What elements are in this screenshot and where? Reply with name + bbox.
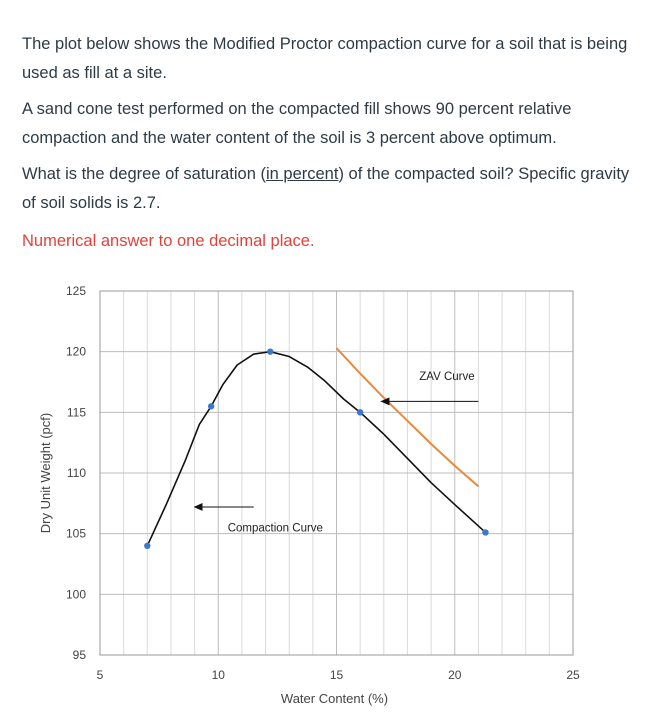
x-tick-label: 5 (96, 668, 104, 682)
y-tick-label: 95 (72, 648, 86, 662)
y-tick-label: 105 (65, 526, 86, 541)
annotation-label: Compaction Curve (227, 522, 323, 535)
x-tick-label: 10 (211, 668, 225, 682)
data-point-marker (357, 409, 363, 415)
grid-lines (100, 291, 573, 655)
y-tick-label: 120 (65, 344, 86, 359)
data-point-marker (482, 529, 488, 535)
data-point-marker (267, 348, 273, 354)
underlined-phrase: in percent (265, 165, 339, 183)
x-tick-label: 20 (448, 668, 462, 682)
y-tick-label: 110 (66, 466, 86, 480)
y-tick-label: 115 (66, 405, 86, 420)
x-tick-labels (97, 668, 580, 682)
x-axis-label: Water Content (%) (280, 691, 389, 706)
question-paragraph-1: The plot below shows the Modified Proctor compaction curve for a soil that is being used as fill at a site. (22, 35, 628, 82)
x-tick-label: 15 (329, 668, 344, 682)
y-tick-label: 100 (65, 587, 86, 602)
question-text-start: What is the degree of saturation ( (22, 165, 266, 183)
question-paragraph-2: A sand cone test performed on the compacted fill shows 90 percent relative compaction and the water content of the soil is 3 percent above optimum. (22, 100, 572, 147)
y-axis-label: Dry Unit Weight (pcf) (38, 412, 53, 534)
data-point-marker (144, 543, 150, 549)
x-tick-label: 25 (566, 668, 580, 682)
data-point-marker (208, 403, 214, 409)
y-tick-labels (66, 284, 86, 662)
question-text-end: ) of the compacted soil? Specific gravity of soil solids is 2.7. (22, 165, 630, 212)
y-tick-label: 125 (65, 284, 86, 298)
annotation-label: ZAV Curve (419, 370, 475, 383)
answer-instruction: Numerical answer to one decimal place. (22, 232, 315, 250)
